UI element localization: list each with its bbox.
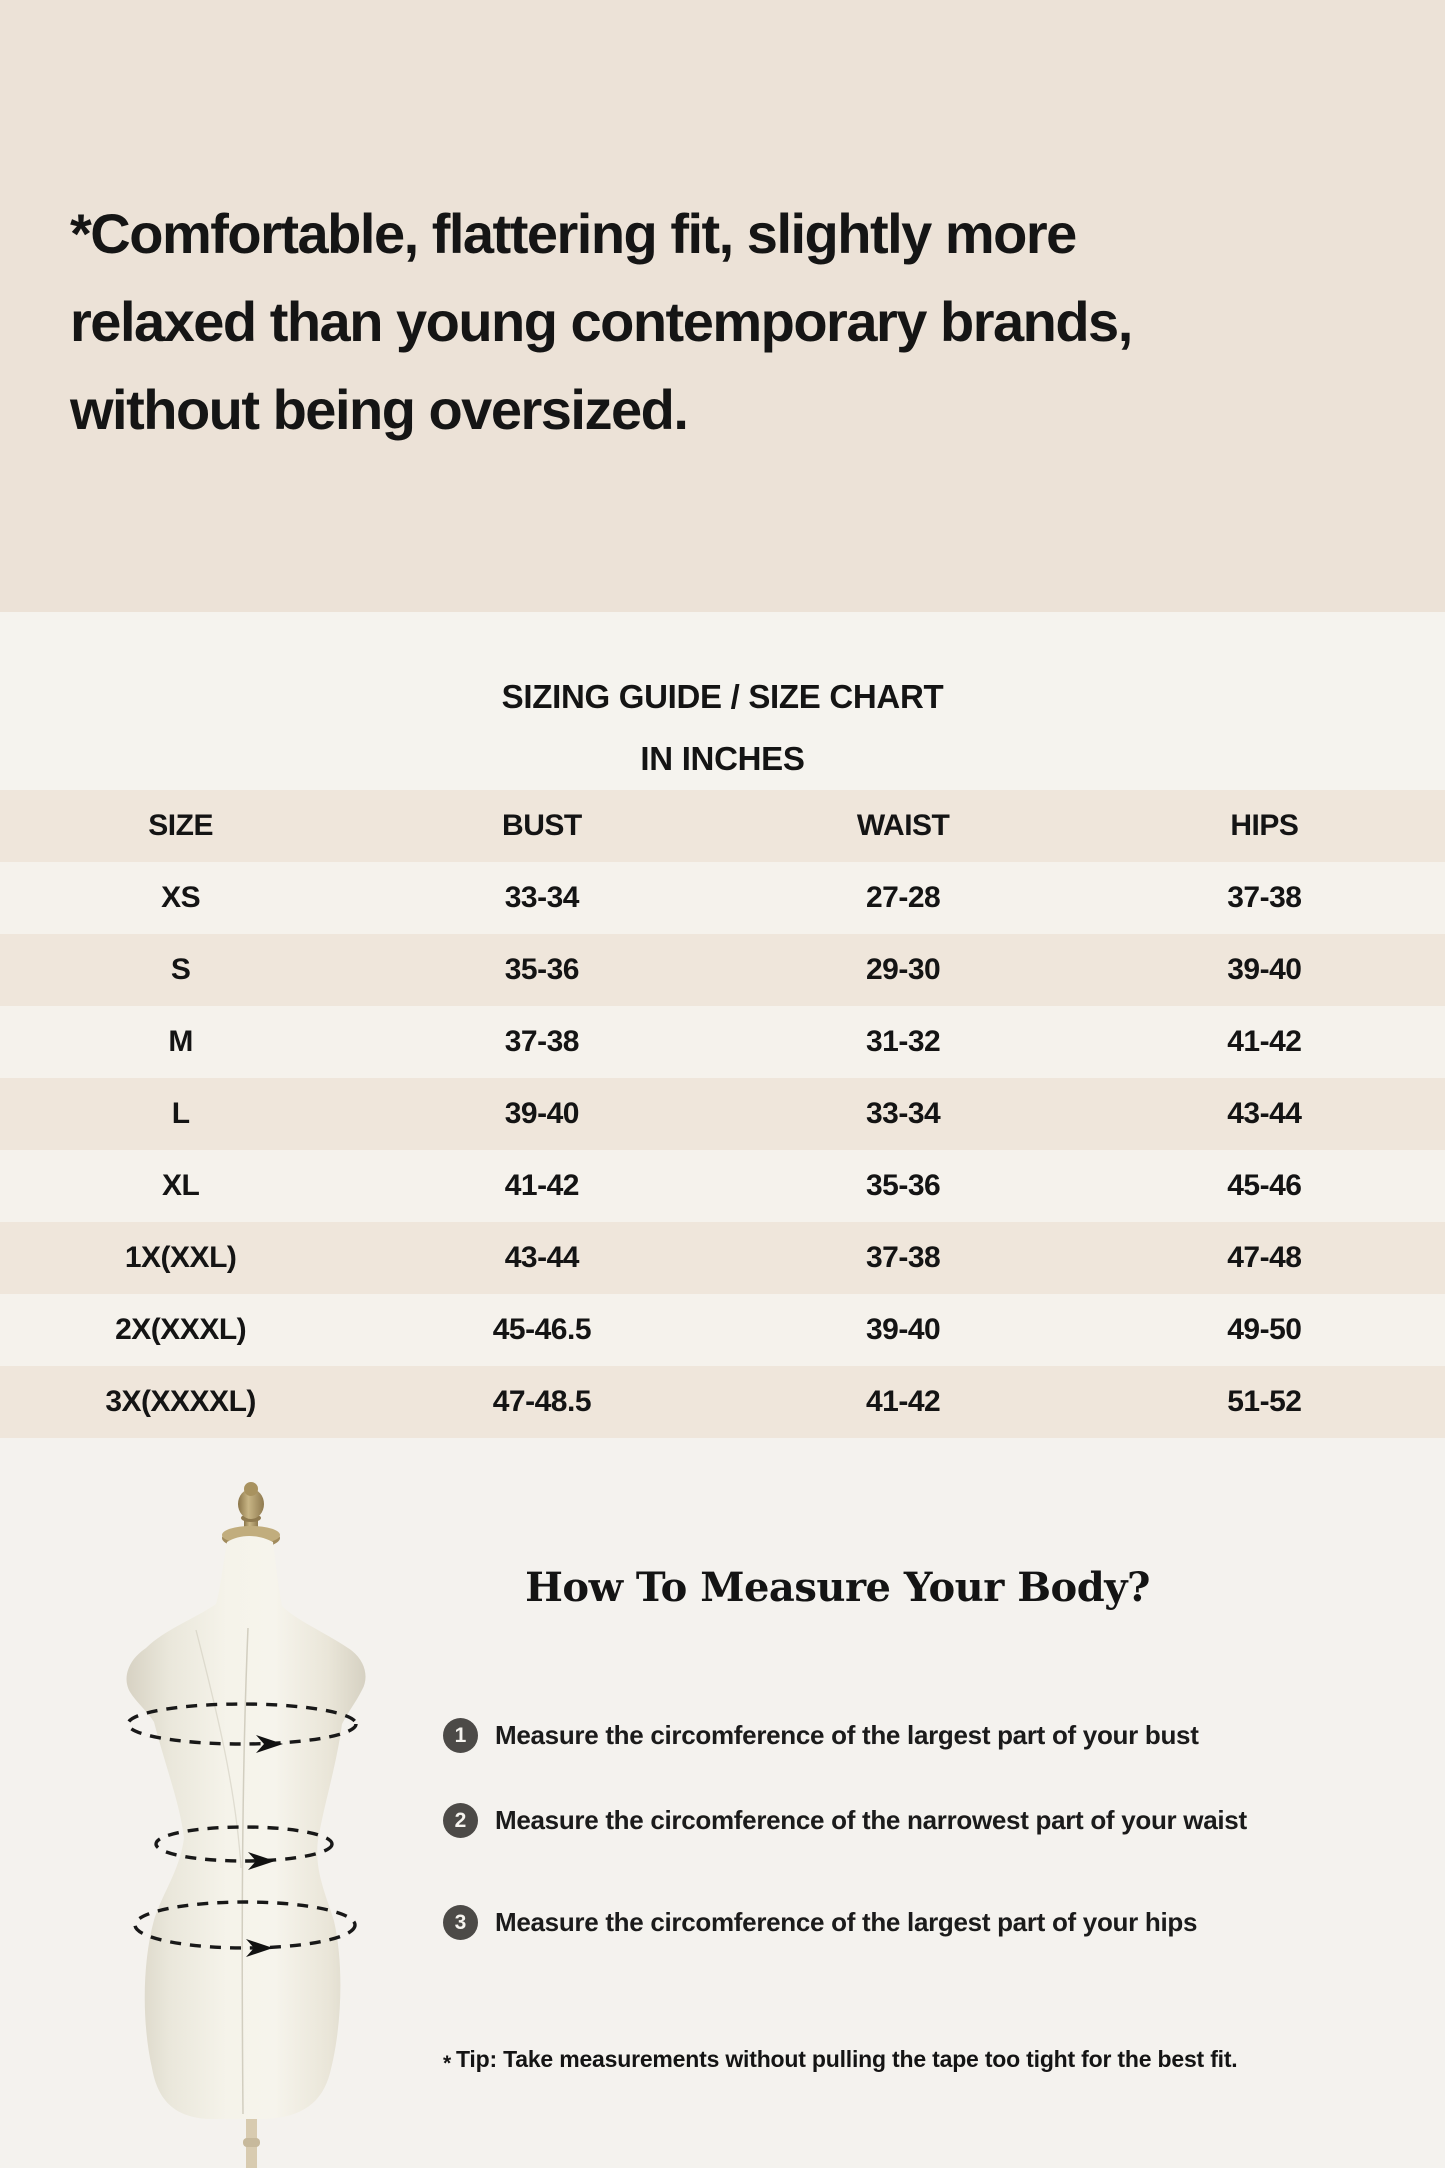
step-2-text: Measure the circomference of the narrowest part of your waist — [495, 1805, 1247, 1835]
bust-cell: 35-36 — [504, 953, 579, 986]
size-cell: 3X(XXXXL) — [105, 1385, 256, 1418]
table-row — [0, 1222, 1445, 1294]
bust-cell: 37-38 — [504, 1025, 579, 1058]
hips-cell: 47-48 — [1227, 1241, 1302, 1274]
fit-note — [70, 190, 1132, 454]
size-cell: 1X(XXL) — [124, 1241, 237, 1274]
fit-note-line: *Comfortable, flattering fit, slightly more — [70, 202, 1076, 265]
step-1-text: Measure the circomference of the largest part of your bust — [495, 1720, 1199, 1750]
waist-cell: 31-32 — [866, 1025, 941, 1058]
measure-heading: How To Measure Your Body? — [525, 1564, 1150, 1611]
hips-cell: 37-38 — [1227, 881, 1302, 914]
fit-note-section — [0, 0, 1445, 612]
step-1-badge: 1 — [443, 1718, 478, 1753]
measure-tip — [443, 2046, 1238, 2073]
table-row — [0, 1366, 1445, 1438]
size-chart-table — [0, 790, 1445, 1438]
bust-cell: 39-40 — [504, 1097, 579, 1130]
hips-cell: 39-40 — [1227, 953, 1302, 986]
size-chart-title: SIZING GUIDE / SIZE CHART — [501, 678, 944, 715]
column-header-size: SIZE — [148, 809, 213, 842]
waist-cell: 35-36 — [866, 1169, 941, 1202]
measure-step-2 — [443, 1803, 1247, 1838]
bust-cell: 45-46.5 — [492, 1313, 591, 1346]
size-cell: XS — [161, 881, 201, 914]
table-row — [0, 1006, 1445, 1078]
waist-cell: 29-30 — [866, 953, 941, 986]
size-cell: M — [168, 1025, 193, 1058]
fit-note-line: relaxed than young contemporary brands, — [70, 290, 1132, 353]
waist-cell: 33-34 — [866, 1097, 941, 1130]
size-chart-title-band — [0, 612, 1445, 790]
asterisk-icon: * — [443, 2052, 451, 2075]
step-3-text: Measure the circomference of the largest part of your hips — [495, 1907, 1198, 1937]
waist-cell: 27-28 — [866, 881, 941, 914]
hips-cell: 49-50 — [1227, 1313, 1302, 1346]
hips-cell: 43-44 — [1227, 1097, 1302, 1130]
hips-cell: 41-42 — [1227, 1025, 1302, 1058]
waist-cell: 37-38 — [866, 1241, 941, 1274]
size-cell: L — [171, 1097, 190, 1130]
fit-note-line: without being oversized. — [70, 378, 688, 441]
table-header-row — [0, 790, 1445, 862]
mannequin-image — [90, 1466, 380, 2168]
bust-cell: 43-44 — [504, 1241, 579, 1274]
table-row — [0, 1294, 1445, 1366]
hips-cell: 45-46 — [1227, 1169, 1302, 1202]
table-row — [0, 934, 1445, 1006]
waist-cell: 39-40 — [866, 1313, 941, 1346]
step-3-badge: 3 — [443, 1905, 478, 1940]
measure-step-3 — [443, 1905, 1197, 1940]
column-header-hips: HIPS — [1230, 809, 1299, 842]
size-chart-subtitle: IN INCHES — [640, 740, 805, 777]
waist-cell: 41-42 — [866, 1385, 941, 1418]
step-2-badge: 2 — [443, 1803, 478, 1838]
tip-text: Tip: Take measurements without pulling the tape too tight for the best fit. — [455, 2046, 1238, 2072]
measure-step-1 — [443, 1718, 1199, 1753]
column-header-bust: BUST — [502, 809, 582, 842]
bust-cell: 47-48.5 — [492, 1385, 591, 1418]
table-row — [0, 1078, 1445, 1150]
measure-section — [0, 1438, 1445, 2168]
bust-cell: 41-42 — [504, 1169, 579, 1202]
table-row — [0, 1150, 1445, 1222]
column-header-waist: WAIST — [856, 809, 950, 842]
bust-cell: 33-34 — [504, 881, 579, 914]
size-cell: XL — [161, 1169, 200, 1202]
hips-cell: 51-52 — [1227, 1385, 1302, 1418]
table-row — [0, 862, 1445, 934]
size-cell: S — [170, 953, 191, 986]
size-cell: 2X(XXXL) — [115, 1313, 247, 1346]
dress-form-body — [127, 1536, 366, 2119]
